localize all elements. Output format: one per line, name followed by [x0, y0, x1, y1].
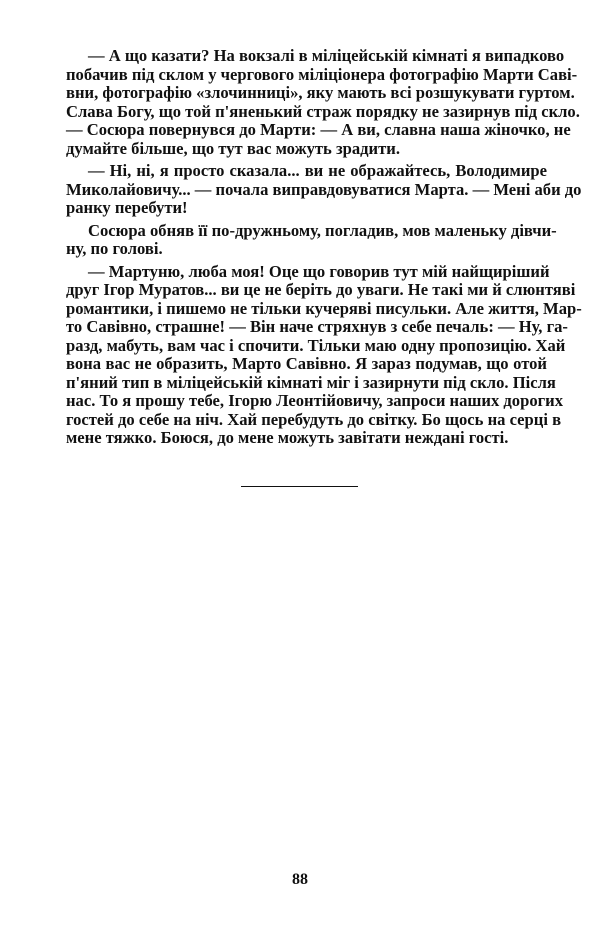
text-line: ну, по голові.	[66, 239, 163, 258]
text-line: нас. То я прошу тебе, Ігорю Леонтійовичу, запроси наших дорогих	[66, 391, 564, 410]
text-line: думайте більше, що тут вас можуть зрадити.	[66, 138, 400, 158]
text-line: разд, мабуть, вам час і спочити. Тільки маю одну пропозицію. Хай	[66, 335, 566, 355]
text-line: Слава Богу, що той п'яненький страж порядку не зазирнув під скло.	[66, 101, 580, 121]
text-line: Сосюра обняв її по-дружньому, погладив, мов маленьку дівчи-	[88, 220, 557, 240]
page-number: 88	[292, 871, 308, 888]
text-line: мене тяжко. Боюся, до мене можуть завітати неждані гості.	[66, 428, 509, 447]
text-line: п'яний тип в міліцейській кімнаті міг і зазирнути під скло. Після	[66, 372, 556, 392]
text-line: Миколайовичу... — почала виправдовуватися Марта. — Мені аби до	[66, 179, 582, 199]
text-line: то Савівно, страшне! — Він наче стряхнув з себе печаль: — Ну, га-	[66, 317, 568, 336]
text-line: вни, фотографію «злочинниці», яку мають всі розшукувати гуртом.	[66, 83, 575, 102]
text-line: — Мартуню, люба моя! Оце що говорив тут мій найщиріший	[88, 261, 550, 281]
text-line: — Ні, ні, я просто сказала... ви не ображайтесь, Володимире	[88, 161, 547, 180]
text-line: романтики, і пишемо не тільки кучеряві писульки. Але життя, Мар-	[66, 298, 582, 318]
text-line: друг Ігор Муратов... ви це не беріть до уваги. Не такі ми й слюнтяві	[66, 280, 576, 299]
body-text	[66, 46, 582, 448]
text-line: гостей до себе на ніч. Хай перебудуть до світку. Бо щось на серці в	[66, 409, 562, 429]
paragraph	[66, 161, 582, 218]
paragraph	[66, 220, 557, 259]
text-line: — Сосюра повернувся до Марти: — А ви, славна наша жіночко, не	[66, 120, 571, 139]
paragraph	[66, 261, 582, 448]
text-line: вона вас не образить, Марто Савівно. Я зараз подумав, що отой	[66, 354, 547, 373]
text-line: — А що казати? На вокзалі в міліцейській кімнаті я випадково	[88, 46, 565, 65]
text-line: побачив під склом у чергового міліціонера фотографію Марти Саві-	[66, 64, 578, 84]
section-divider	[241, 486, 358, 487]
text-line: ранку перебути!	[66, 198, 188, 217]
paragraph	[66, 46, 580, 158]
